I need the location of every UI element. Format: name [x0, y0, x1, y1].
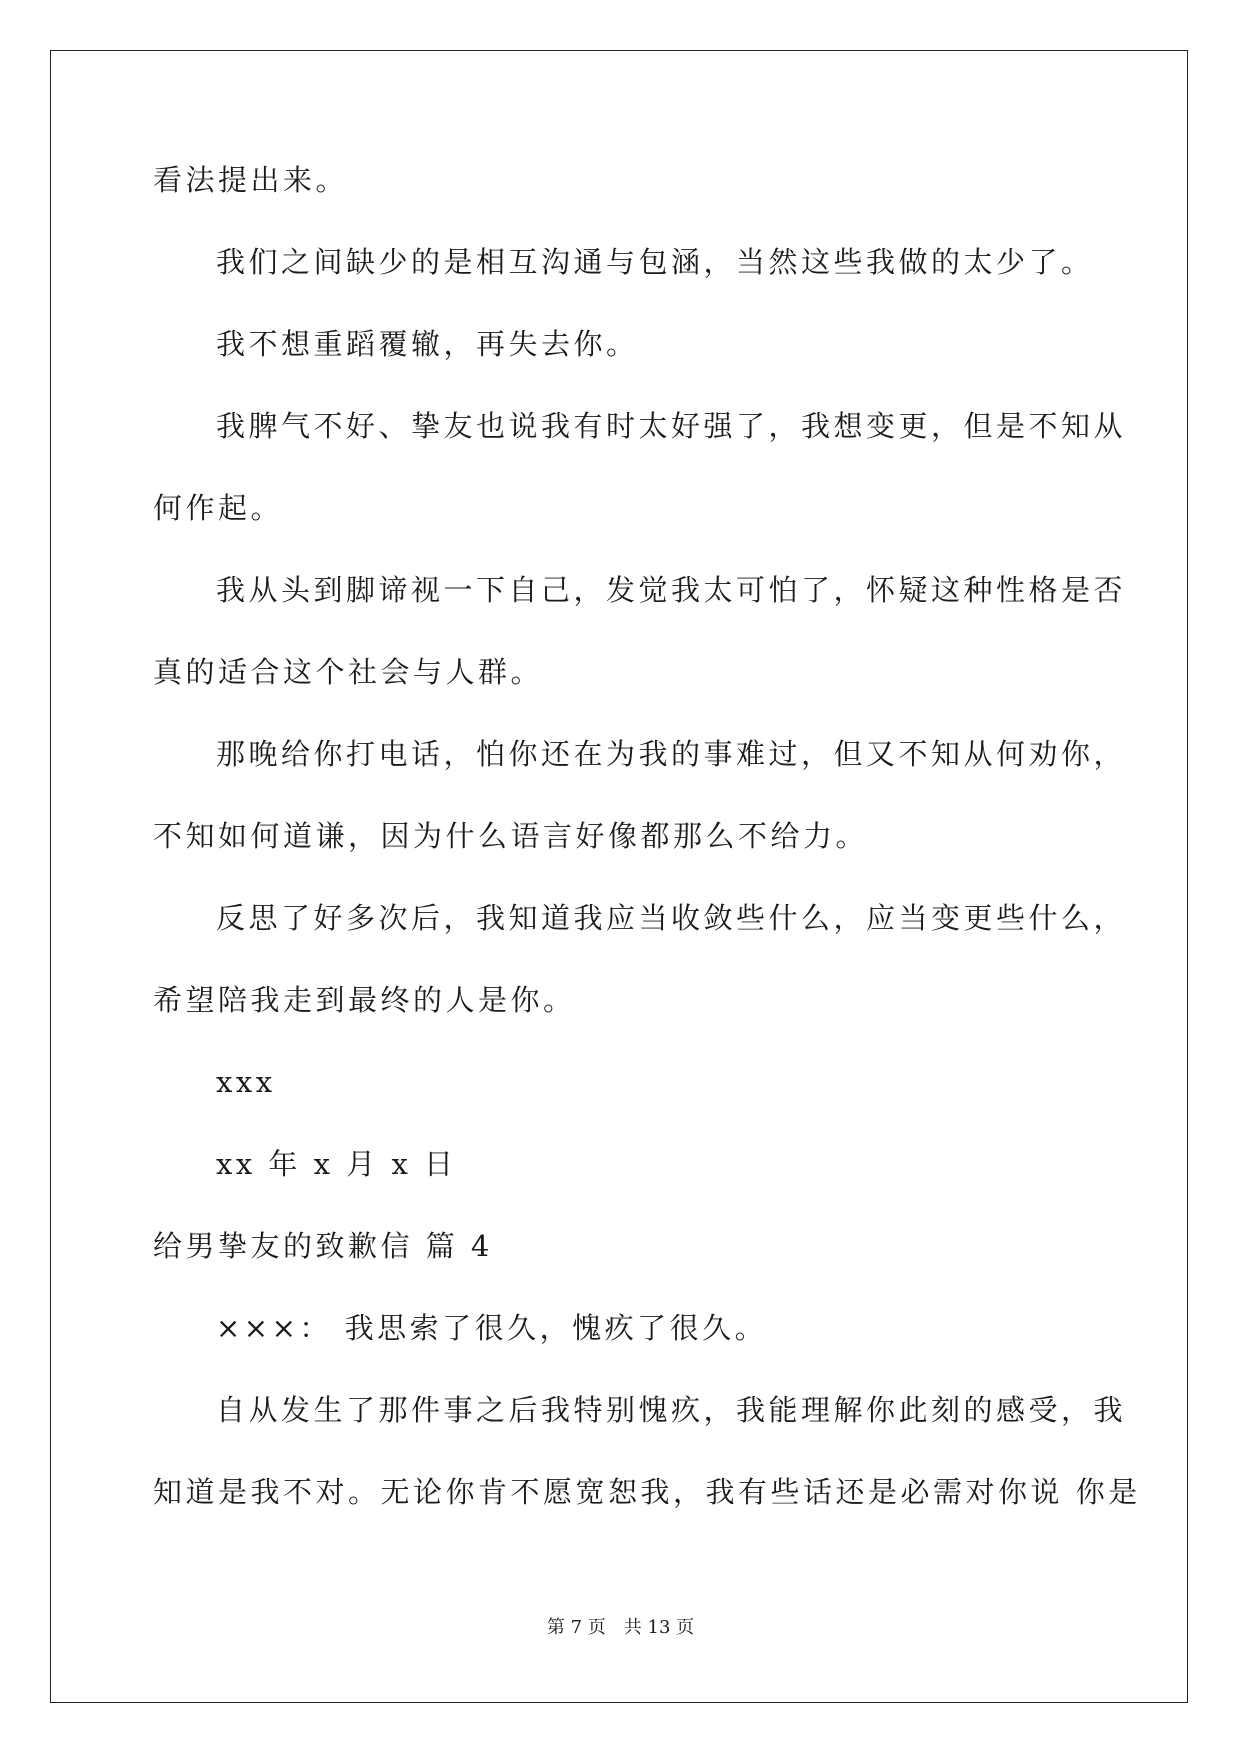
signature-name: xxx — [216, 1065, 276, 1099]
paragraph-line: 何作起。 — [153, 491, 284, 525]
paragraph-line: 我从头到脚谛视一下自己，发觉我太可怕了，怀疑这种性格是否 — [216, 573, 1127, 607]
paragraph-line: 反思了好多次后，我知道我应当收敛些什么，应当变更些什么， — [216, 901, 1127, 935]
salutation-line: ×××： 我思索了很久，愧疚了很久。 — [216, 1311, 768, 1345]
paragraph-line: 希望陪我走到最终的人是你。 — [153, 983, 576, 1017]
paragraph-line: 看法提出来。 — [153, 163, 349, 197]
paragraph-line: 我不想重蹈覆辙，再失去你。 — [216, 327, 639, 361]
section-heading: 给男挚友的致歉信 篇 4 — [153, 1229, 493, 1263]
signature-date: xx 年 x 月 x 日 — [216, 1147, 457, 1181]
paragraph-line: 知道是我不对。无论你肯不愿宽恕我，我有些话还是必需对你说 你是 — [153, 1475, 1141, 1509]
paragraph-line: 不知如何道谦，因为什么语言好像都那么不给力。 — [153, 819, 869, 853]
paragraph-line: 自从发生了那件事之后我特别愧疚，我能理解你此刻的感受，我 — [216, 1393, 1127, 1427]
paragraph-line: 真的适合这个社会与人群。 — [153, 655, 544, 689]
page-number: 第 7 页 共 13 页 — [546, 1617, 695, 1638]
paragraph-line: 那晚给你打电话，怕你还在为我的事难过，但又不知从何劝你， — [216, 737, 1127, 771]
paragraph-line: 我们之间缺少的是相互沟通与包涵，当然这些我做的太少了。 — [216, 245, 1094, 279]
paragraph-line: 我脾气不好、挚友也说我有时太好强了，我想变更，但是不知从 — [216, 409, 1127, 443]
page-border — [50, 50, 1188, 1703]
